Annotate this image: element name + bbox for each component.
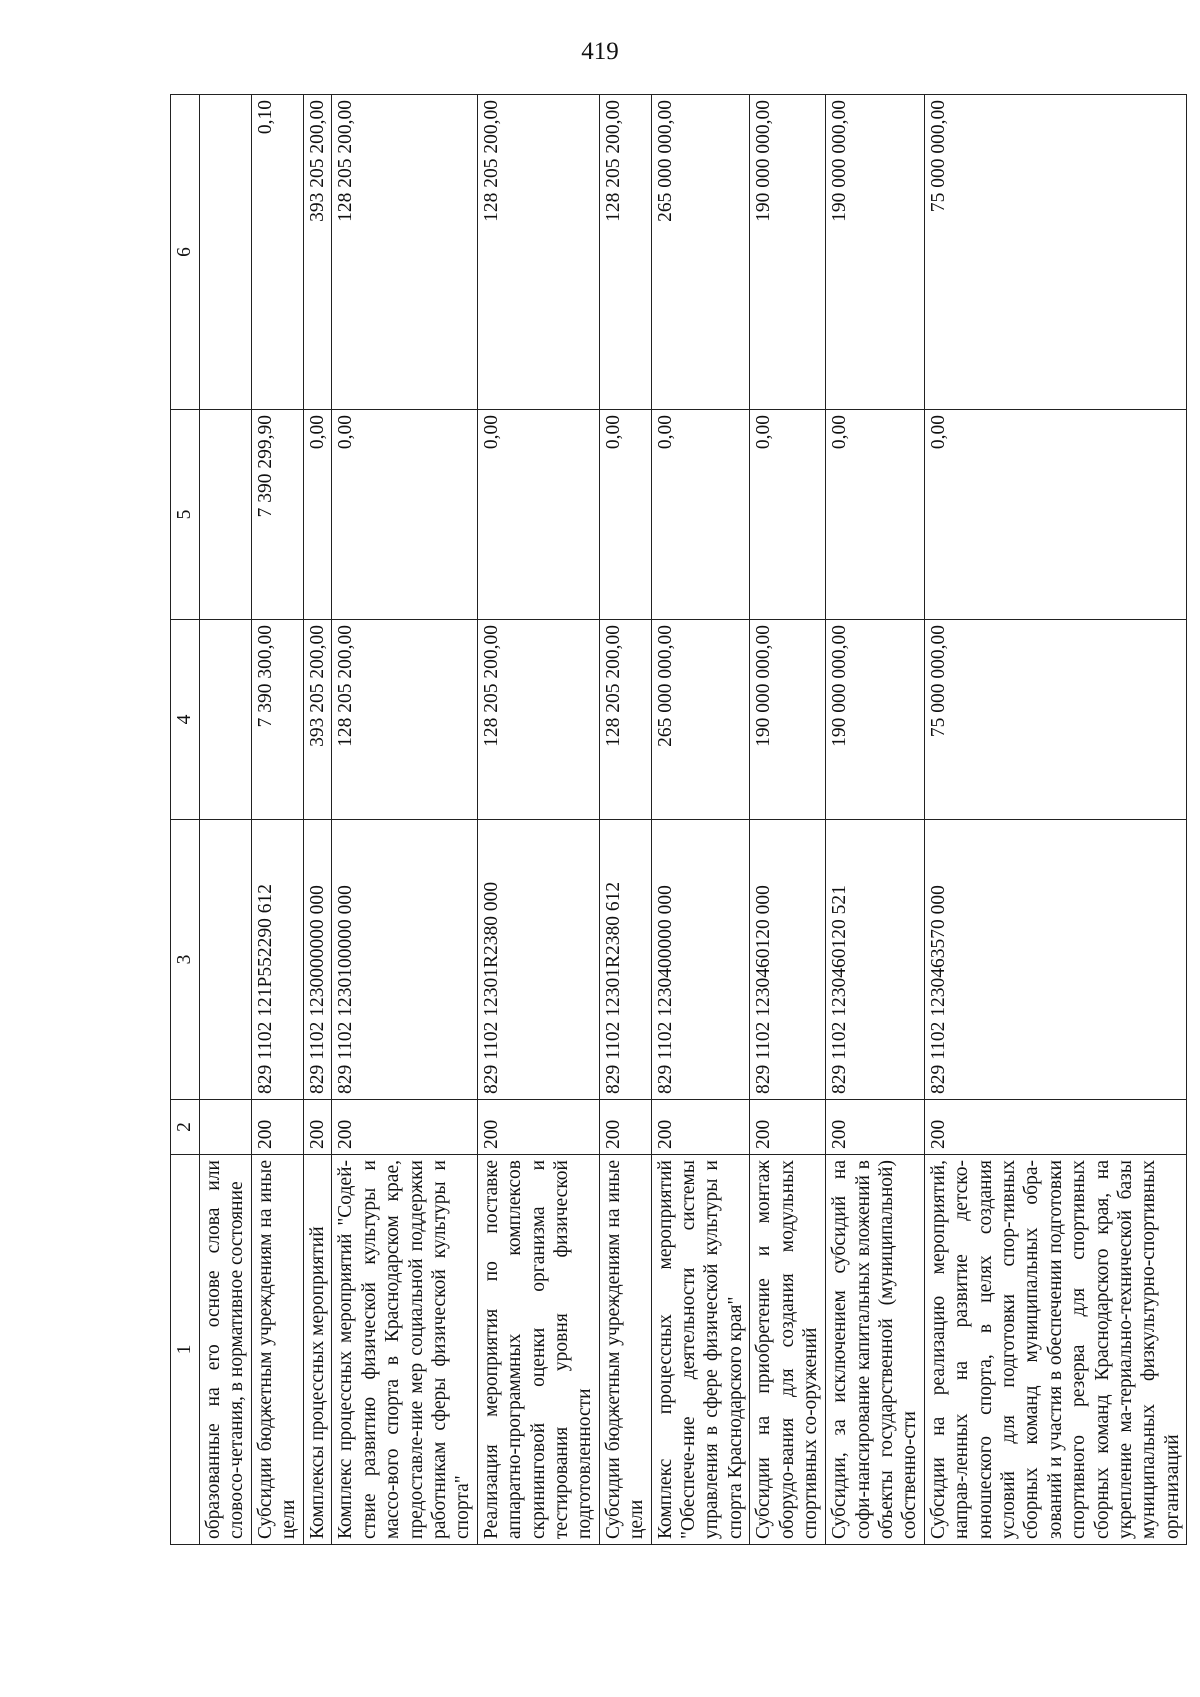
row-description: Комплекс процессных мероприятий "Содей-ствие развитию физической культуры и массо-вого спорта в Краснодарском крае, предоставле-ние мер социальной поддержки работникам сферы физической культуры и спорта" <box>332 1155 477 1545</box>
row-col2 <box>200 1100 252 1155</box>
row-code: 829 1102 12301R2380 000 <box>477 820 599 1100</box>
row-col6: 393 205 200,00 <box>304 95 332 410</box>
row-code: 829 1102 121Р552290 612 <box>252 820 304 1100</box>
row-description: Субсидии на приобретение и монтаж оборудо-вания для создания модульных спортивных со-оружений <box>750 1155 826 1545</box>
table-row <box>252 95 304 1545</box>
row-col6: 128 205 200,00 <box>599 95 651 410</box>
row-col2: 200 <box>826 1100 925 1155</box>
row-code: 829 1102 1230460120 000 <box>750 820 826 1100</box>
row-col4: 265 000 000,00 <box>651 620 750 820</box>
row-col2: 200 <box>477 1100 599 1155</box>
table-row <box>200 95 252 1545</box>
row-description: Реализация мероприятия по поставке аппаратно-программных комплексов скрининговой оценки организма и тестирования уровня физической подготовленности <box>477 1155 599 1545</box>
row-col6: 190 000 000,00 <box>750 95 826 410</box>
table-row <box>304 95 332 1545</box>
table-row <box>599 95 651 1545</box>
table-row <box>826 95 925 1545</box>
row-code: 829 1102 1230100000 000 <box>332 820 477 1100</box>
table-row <box>651 95 750 1545</box>
row-col2: 200 <box>651 1100 750 1155</box>
row-col6: 128 205 200,00 <box>477 95 599 410</box>
row-col4: 7 390 300,00 <box>252 620 304 820</box>
row-col2: 200 <box>332 1100 477 1155</box>
table-row <box>332 95 477 1545</box>
row-col6: 190 000 000,00 <box>826 95 925 410</box>
header-cell-3: 3 <box>171 820 200 1100</box>
header-cell-6: 6 <box>171 95 200 410</box>
row-code <box>200 820 252 1100</box>
row-description: Субсидии бюджетным учреждениям на иные цели <box>599 1155 651 1545</box>
table-row <box>924 95 1186 1545</box>
row-description: Субсидии, за исключением субсидий на софи-нансирование капитальных вложений в объекты государственной (муниципальной) собственно-сти <box>826 1155 925 1545</box>
row-code: 829 1102 1230000000 000 <box>304 820 332 1100</box>
row-col6: 128 205 200,00 <box>332 95 477 410</box>
table-row <box>477 95 599 1545</box>
row-col5: 7 390 299,90 <box>252 410 304 620</box>
row-col2: 200 <box>750 1100 826 1155</box>
row-col4: 190 000 000,00 <box>826 620 925 820</box>
row-col6 <box>200 95 252 410</box>
row-col5: 0,00 <box>750 410 826 620</box>
row-description: образованные на его основе слова или словосо-четания, в нормативное состояние <box>200 1155 252 1545</box>
rotated-table-container <box>170 95 1183 1545</box>
budget-table <box>170 94 1187 1545</box>
row-col5: 0,00 <box>477 410 599 620</box>
row-code: 829 1102 1230400000 000 <box>651 820 750 1100</box>
row-col5: 0,00 <box>826 410 925 620</box>
row-code: 829 1102 1230463570 000 <box>924 820 1186 1100</box>
page-number: 419 <box>581 38 619 65</box>
row-col5: 0,00 <box>599 410 651 620</box>
header-cell-5: 5 <box>171 410 200 620</box>
row-col4: 75 000 000,00 <box>924 620 1186 820</box>
table-row <box>750 95 826 1545</box>
row-col6: 0,10 <box>252 95 304 410</box>
row-col5: 0,00 <box>332 410 477 620</box>
row-description: Комплексы процессных мероприятий <box>304 1155 332 1545</box>
row-col4 <box>200 620 252 820</box>
rotated-table-area <box>170 95 1183 1545</box>
row-col4: 393 205 200,00 <box>304 620 332 820</box>
row-col4: 190 000 000,00 <box>750 620 826 820</box>
row-code: 829 1102 12301R2380 612 <box>599 820 651 1100</box>
row-col6: 265 000 000,00 <box>651 95 750 410</box>
row-col6: 75 000 000,00 <box>924 95 1186 410</box>
row-col2: 200 <box>252 1100 304 1155</box>
row-description: Субсидии бюджетным учреждениям на иные цели <box>252 1155 304 1545</box>
row-code: 829 1102 1230460120 521 <box>826 820 925 1100</box>
row-col5: 0,00 <box>304 410 332 620</box>
row-col4: 128 205 200,00 <box>332 620 477 820</box>
header-cell-2: 2 <box>171 1100 200 1155</box>
row-col5: 0,00 <box>651 410 750 620</box>
row-description: Субсидии на реализацию мероприятий, направ-ленных на развитие детско-юношеского спорта, в целях создания условий для подготовки спор-тивных сборных команд муниципальных обра-зований и участия в обеспечении подготовки спортивного резерва для спортивных сборных команд Краснодарского края, на укрепление ма-териально-технической базы муниципальных физкультурно-спортивных организаций <box>924 1155 1186 1545</box>
row-col2: 200 <box>924 1100 1186 1155</box>
header-cell-1: 1 <box>171 1155 200 1545</box>
row-col2: 200 <box>599 1100 651 1155</box>
row-col4: 128 205 200,00 <box>477 620 599 820</box>
row-col2: 200 <box>304 1100 332 1155</box>
header-cell-4: 4 <box>171 620 200 820</box>
row-description: Комплекс процессных мероприятий "Обеспече-ние деятельности системы управления в сфере физической культуры и спорта Краснодарского края" <box>651 1155 750 1545</box>
header-row <box>171 95 200 1545</box>
row-col5: 0,00 <box>924 410 1186 620</box>
row-col5 <box>200 410 252 620</box>
row-col4: 128 205 200,00 <box>599 620 651 820</box>
